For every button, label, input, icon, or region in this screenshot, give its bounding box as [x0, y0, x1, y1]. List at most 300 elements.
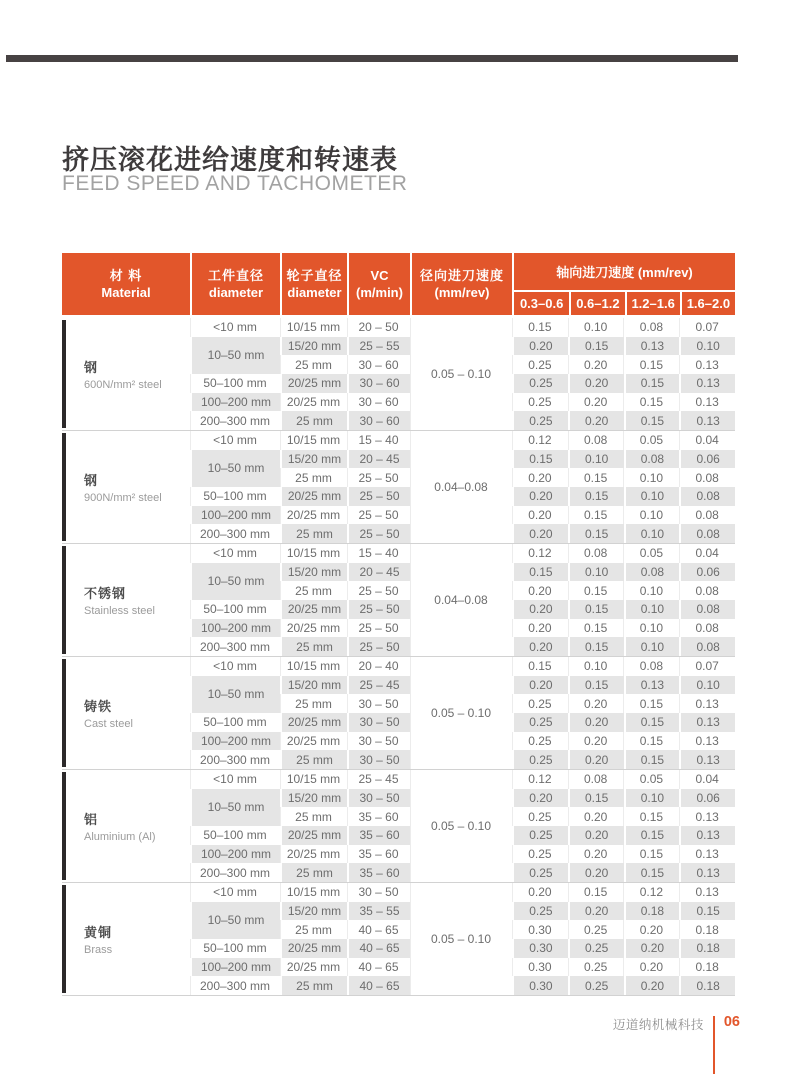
wheel-cell: 20/25 mm [286, 507, 341, 522]
wheel-cell: 25 mm [295, 809, 332, 824]
axial-value-cell: 0.15 [528, 659, 552, 674]
header-material-en: Material [101, 285, 151, 300]
axial-value-cell: 0.04 [695, 772, 719, 787]
wheel-cell: 25 mm [280, 976, 347, 995]
axial-value-cell: 0.25 [528, 394, 552, 409]
axial-value-cell: 0.13 [679, 411, 735, 430]
axial-value-cell: 0.30 [512, 976, 568, 995]
wheel-cell: 20/25 mm [280, 939, 347, 958]
axial-value-cell: 0.25 [512, 713, 568, 732]
vc-cell: 25 – 45 [358, 772, 399, 787]
axial-value-cell: 0.07 [695, 320, 719, 335]
axial-value-cell: 0.25 [512, 374, 568, 393]
axial-value-cell: 0.08 [624, 450, 680, 469]
axial-value-cell: 0.12 [639, 885, 664, 900]
header-wheel-diameter [280, 253, 347, 315]
footer-company: 迈道纳机械科技 [612, 1018, 704, 1032]
axial-value-cell: 0.20 [568, 374, 624, 393]
axial-value-cell: 0.04 [695, 433, 719, 448]
workpiece-cell: 50–100 mm [203, 376, 267, 391]
axial-value-cell: 0.08 [583, 546, 608, 561]
material-name-zh: 铝 [84, 811, 99, 827]
axial-value-cell: 0.08 [624, 563, 680, 582]
workpiece-cell: 100–200 mm [190, 393, 280, 412]
wheel-cell: 25 mm [295, 470, 332, 485]
axial-value-cell: 0.15 [679, 902, 735, 921]
wheel-cell: 15/20 mm [280, 450, 347, 469]
wheel-cell: 20/25 mm [280, 713, 347, 732]
vc-cell: 35 – 60 [347, 826, 410, 845]
header-axial-range-3: 1.2–1.6 [625, 292, 680, 315]
axial-value-cell: 0.15 [624, 826, 680, 845]
vc-cell: 35 – 60 [358, 809, 399, 824]
vc-cell: 40 – 65 [358, 959, 399, 974]
workpiece-cell: <10 mm [213, 433, 257, 448]
material-name-en: Brass [84, 943, 113, 956]
axial-value-cell: 0.20 [528, 620, 552, 635]
wheel-cell: 25 mm [280, 637, 347, 656]
workpiece-cell: 200–300 mm [199, 865, 271, 880]
radial-feed-cell: 0.05 – 0.10 [430, 818, 492, 833]
wheel-cell: 15/20 mm [280, 676, 347, 695]
vc-cell: 25 – 50 [347, 600, 410, 619]
wheel-cell: 20/25 mm [286, 733, 341, 748]
material-name-zh: 不锈钢 [84, 585, 127, 601]
axial-value-cell: 0.15 [639, 357, 664, 372]
axial-value-cell: 0.08 [583, 433, 608, 448]
header-workpiece-en: diameter [208, 285, 264, 300]
axial-value-cell: 0.10 [583, 320, 608, 335]
vc-cell: 35 – 60 [358, 846, 399, 861]
axial-value-cell: 0.10 [639, 620, 664, 635]
wheel-cell: 10/15 mm [286, 320, 341, 335]
workpiece-cell: 10–50 mm [190, 563, 280, 600]
axial-value-cell: 0.13 [695, 696, 719, 711]
wheel-cell: 20/25 mm [280, 826, 347, 845]
axial-value-cell: 0.10 [568, 450, 624, 469]
wheel-cell: 10/15 mm [286, 546, 341, 561]
workpiece-cell: 200–300 mm [199, 752, 271, 767]
axial-value-cell: 0.25 [512, 863, 568, 882]
workpiece-cell: <10 mm [213, 546, 257, 561]
wheel-cell: 20/25 mm [286, 620, 341, 635]
page-title: 挤压滚花进给速度和转速表 [62, 145, 398, 175]
axial-value-cell: 0.08 [695, 620, 719, 635]
axial-value-cell: 0.13 [695, 885, 719, 900]
table-body [62, 318, 735, 996]
header-radial-en: (mm/rev) [434, 285, 490, 300]
vc-cell: 30 – 50 [358, 696, 399, 711]
workpiece-cell: 200–300 mm [199, 639, 271, 654]
vc-cell: 30 – 60 [358, 394, 399, 409]
axial-value-cell: 0.20 [512, 789, 568, 808]
axial-value-cell: 0.08 [679, 487, 735, 506]
axial-value-cell: 0.20 [568, 750, 624, 769]
workpiece-cell: 200–300 mm [199, 413, 271, 428]
axial-value-cell: 0.20 [528, 583, 552, 598]
axial-value-cell: 0.13 [695, 733, 719, 748]
material-group [62, 543, 735, 656]
material-name-en: 600N/mm² steel [84, 378, 162, 391]
axial-value-cell: 0.20 [639, 922, 664, 937]
header-vc-line1: VC [370, 268, 389, 283]
axial-value-cell: 0.15 [512, 450, 568, 469]
axial-value-cell: 0.30 [512, 939, 568, 958]
radial-feed-cell: 0.05 – 0.10 [430, 931, 492, 946]
axial-value-cell: 0.25 [528, 733, 552, 748]
vc-cell: 25 – 50 [347, 637, 410, 656]
workpiece-cell: 10–50 mm [190, 789, 280, 826]
wheel-cell: 20/25 mm [286, 959, 341, 974]
axial-value-cell: 0.25 [583, 959, 608, 974]
vc-cell: 25 – 50 [347, 524, 410, 543]
axial-value-cell: 0.13 [624, 676, 680, 695]
wheel-cell: 10/15 mm [286, 659, 341, 674]
axial-value-cell: 0.15 [568, 637, 624, 656]
material-cell [62, 431, 190, 543]
axial-value-cell: 0.25 [512, 411, 568, 430]
page-footer [613, 1012, 740, 1074]
material-name-zh: 黄铜 [84, 924, 113, 940]
material-name-zh: 钢 [84, 472, 99, 488]
axial-value-cell: 0.12 [528, 772, 552, 787]
axial-value-cell: 0.13 [695, 357, 719, 372]
axial-value-cell: 0.15 [568, 337, 624, 356]
axial-value-cell: 0.25 [568, 939, 624, 958]
axial-value-cell: 0.20 [512, 600, 568, 619]
wheel-cell: 25 mm [295, 583, 332, 598]
axial-value-cell: 0.15 [624, 713, 680, 732]
material-group [62, 769, 735, 882]
axial-value-cell: 0.08 [583, 772, 608, 787]
wheel-cell: 25 mm [280, 524, 347, 543]
axial-value-cell: 0.15 [568, 789, 624, 808]
axial-value-cell: 0.10 [583, 659, 608, 674]
vc-cell: 25 – 50 [347, 487, 410, 506]
vc-cell: 25 – 50 [358, 507, 399, 522]
wheel-cell: 20/25 mm [280, 487, 347, 506]
vc-cell: 25 – 50 [358, 583, 399, 598]
material-name-en: Stainless steel [84, 604, 155, 617]
axial-value-cell: 0.13 [695, 846, 719, 861]
axial-value-cell: 0.20 [583, 809, 608, 824]
material-name-en: 900N/mm² steel [84, 491, 162, 504]
vc-cell: 30 – 50 [347, 713, 410, 732]
axial-value-cell: 0.20 [568, 863, 624, 882]
axial-value-cell: 0.13 [679, 863, 735, 882]
axial-value-cell: 0.25 [528, 846, 552, 861]
axial-value-cell: 0.08 [679, 524, 735, 543]
wheel-cell: 20/25 mm [280, 600, 347, 619]
material-accent-bar [62, 885, 66, 993]
workpiece-cell: 100–200 mm [190, 958, 280, 977]
material-group [62, 430, 735, 543]
axial-value-cell: 0.08 [695, 470, 719, 485]
axial-value-cell: 0.20 [528, 885, 552, 900]
axial-value-cell: 0.30 [528, 959, 552, 974]
axial-value-cell: 0.08 [679, 637, 735, 656]
axial-value-cell: 0.08 [639, 659, 664, 674]
axial-value-cell: 0.08 [679, 600, 735, 619]
axial-value-cell: 0.10 [639, 583, 664, 598]
axial-value-cell: 0.20 [568, 713, 624, 732]
axial-value-cell: 0.15 [624, 374, 680, 393]
table-header [62, 253, 735, 315]
radial-feed-cell: 0.04–0.08 [434, 479, 488, 494]
workpiece-cell: 10–50 mm [190, 676, 280, 713]
vc-cell: 25 – 45 [347, 676, 410, 695]
workpiece-cell: 50–100 mm [203, 828, 267, 843]
material-cell [62, 770, 190, 882]
axial-value-cell: 0.20 [583, 357, 608, 372]
workpiece-cell: 100–200 mm [190, 732, 280, 751]
material-accent-bar [62, 546, 66, 654]
radial-feed-cell: 0.04–0.08 [434, 592, 488, 607]
axial-value-cell: 0.15 [583, 620, 608, 635]
axial-value-cell: 0.15 [568, 524, 624, 543]
axial-value-cell: 0.15 [624, 750, 680, 769]
header-material [62, 253, 190, 315]
wheel-cell: 25 mm [295, 696, 332, 711]
workpiece-cell: 100–200 mm [190, 619, 280, 638]
header-wheel-zh: 轮子直径 [286, 268, 343, 283]
axial-value-cell: 0.25 [568, 976, 624, 995]
wheel-cell: 10/15 mm [286, 885, 341, 900]
wheel-cell: 20/25 mm [280, 374, 347, 393]
vc-cell: 35 – 60 [347, 863, 410, 882]
top-rule [6, 55, 738, 62]
workpiece-cell: 50–100 mm [203, 941, 267, 956]
wheel-cell: 25 mm [280, 750, 347, 769]
axial-value-cell: 0.15 [528, 320, 552, 335]
workpiece-cell: 50–100 mm [203, 715, 267, 730]
vc-cell: 20 – 45 [347, 563, 410, 582]
material-cell [62, 883, 190, 995]
page-number: 06 [723, 1014, 740, 1030]
vc-cell: 40 – 65 [347, 976, 410, 995]
workpiece-cell: 50–100 mm [203, 602, 267, 617]
axial-value-cell: 0.08 [695, 507, 719, 522]
axial-value-cell: 0.07 [695, 659, 719, 674]
axial-value-cell: 0.06 [679, 450, 735, 469]
axial-value-cell: 0.15 [639, 696, 664, 711]
header-workpiece-zh: 工件直径 [207, 268, 264, 283]
axial-value-cell: 0.10 [639, 507, 664, 522]
axial-value-cell: 0.15 [583, 583, 608, 598]
workpiece-cell: <10 mm [213, 772, 257, 787]
axial-value-cell: 0.20 [528, 470, 552, 485]
vc-cell: 30 – 60 [347, 411, 410, 430]
vc-cell: 30 – 50 [358, 885, 399, 900]
workpiece-cell: 10–50 mm [190, 337, 280, 374]
axial-value-cell: 0.13 [695, 394, 719, 409]
header-vc [347, 253, 410, 315]
material-accent-bar [62, 320, 66, 428]
material-group [62, 656, 735, 769]
feed-speed-table [62, 253, 735, 996]
material-cell [62, 657, 190, 769]
material-group [62, 318, 735, 430]
header-workpiece-diameter [190, 253, 280, 315]
axial-value-cell: 0.18 [695, 922, 719, 937]
material-name-zh: 铸铁 [84, 698, 113, 714]
vc-cell: 40 – 65 [347, 939, 410, 958]
axial-value-cell: 0.20 [512, 487, 568, 506]
vc-cell: 15 – 40 [358, 546, 399, 561]
material-cell [62, 544, 190, 656]
axial-value-cell: 0.20 [512, 676, 568, 695]
radial-feed-cell: 0.05 – 0.10 [430, 366, 492, 381]
workpiece-cell: <10 mm [213, 659, 257, 674]
axial-value-cell: 0.13 [679, 374, 735, 393]
material-name-en: Aluminium (Al) [84, 830, 156, 843]
workpiece-cell: 50–100 mm [203, 489, 267, 504]
axial-value-cell: 0.20 [583, 733, 608, 748]
vc-cell: 30 – 60 [358, 357, 399, 372]
axial-value-cell: 0.25 [512, 750, 568, 769]
axial-value-cell: 0.13 [695, 809, 719, 824]
axial-value-cell: 0.25 [528, 696, 552, 711]
header-axial-ranges [514, 292, 735, 315]
axial-value-cell: 0.06 [679, 789, 735, 808]
axial-value-cell: 0.12 [528, 546, 552, 561]
axial-value-cell: 0.20 [583, 846, 608, 861]
axial-value-cell: 0.15 [583, 507, 608, 522]
axial-value-cell: 0.15 [568, 600, 624, 619]
workpiece-cell: 200–300 mm [199, 978, 271, 993]
axial-value-cell: 0.15 [583, 470, 608, 485]
vc-cell: 30 – 50 [347, 750, 410, 769]
axial-value-cell: 0.20 [512, 524, 568, 543]
workpiece-cell: 100–200 mm [190, 506, 280, 525]
footer-divider [713, 1016, 715, 1074]
wheel-cell: 10/15 mm [286, 433, 341, 448]
vc-cell: 25 – 55 [347, 337, 410, 356]
material-cell [62, 318, 190, 430]
axial-value-cell: 0.15 [583, 885, 608, 900]
axial-value-cell: 0.15 [512, 563, 568, 582]
axial-value-cell: 0.10 [624, 524, 680, 543]
axial-value-cell: 0.10 [568, 563, 624, 582]
axial-value-cell: 0.10 [624, 600, 680, 619]
header-axial-range-4: 1.6–2.0 [680, 292, 735, 315]
axial-value-cell: 0.20 [512, 337, 568, 356]
material-accent-bar [62, 659, 66, 767]
axial-value-cell: 0.20 [568, 411, 624, 430]
axial-value-cell: 0.18 [624, 902, 680, 921]
axial-value-cell: 0.20 [639, 959, 664, 974]
wheel-cell: 10/15 mm [286, 772, 341, 787]
wheel-cell: 20/25 mm [286, 846, 341, 861]
axial-value-cell: 0.15 [624, 863, 680, 882]
material-group [62, 882, 735, 996]
vc-cell: 20 – 40 [358, 659, 399, 674]
header-radial-zh: 径向进刀速度 [419, 268, 504, 283]
material-name-zh: 钢 [84, 359, 99, 375]
material-name-en: Cast steel [84, 717, 133, 730]
material-accent-bar [62, 772, 66, 880]
radial-feed-cell: 0.05 – 0.10 [430, 705, 492, 720]
axial-value-cell: 0.15 [568, 487, 624, 506]
axial-value-cell: 0.10 [679, 337, 735, 356]
axial-value-cell: 0.20 [583, 696, 608, 711]
axial-value-cell: 0.15 [639, 809, 664, 824]
axial-value-cell: 0.04 [695, 546, 719, 561]
axial-value-cell: 0.10 [679, 676, 735, 695]
workpiece-cell: 200–300 mm [199, 526, 271, 541]
wheel-cell: 15/20 mm [280, 337, 347, 356]
axial-value-cell: 0.10 [639, 470, 664, 485]
wheel-cell: 15/20 mm [280, 902, 347, 921]
vc-cell: 30 – 50 [347, 789, 410, 808]
workpiece-cell: 10–50 mm [190, 902, 280, 939]
axial-value-cell: 0.15 [624, 411, 680, 430]
wheel-cell: 15/20 mm [280, 563, 347, 582]
axial-value-cell: 0.13 [679, 750, 735, 769]
axial-value-cell: 0.20 [583, 394, 608, 409]
header-axial-range-2: 0.6–1.2 [569, 292, 624, 315]
axial-value-cell: 0.05 [639, 772, 664, 787]
axial-value-cell: 0.20 [624, 939, 680, 958]
axial-value-cell: 0.15 [639, 846, 664, 861]
axial-value-cell: 0.20 [624, 976, 680, 995]
axial-value-cell: 0.13 [679, 826, 735, 845]
axial-value-cell: 0.25 [583, 922, 608, 937]
axial-value-cell: 0.06 [679, 563, 735, 582]
axial-value-cell: 0.15 [639, 733, 664, 748]
workpiece-cell: 100–200 mm [190, 845, 280, 864]
header-axial-range-1: 0.3–0.6 [514, 292, 569, 315]
header-vc-line2: (m/min) [356, 285, 403, 300]
axial-value-cell: 0.13 [679, 713, 735, 732]
axial-value-cell: 0.20 [568, 902, 624, 921]
axial-value-cell: 0.20 [528, 507, 552, 522]
header-axial-feed [512, 253, 735, 315]
vc-cell: 40 – 65 [358, 922, 399, 937]
vc-cell: 15 – 40 [358, 433, 399, 448]
wheel-cell: 25 mm [280, 863, 347, 882]
vc-cell: 30 – 50 [358, 733, 399, 748]
vc-cell: 20 – 50 [358, 320, 399, 335]
axial-value-cell: 0.15 [639, 394, 664, 409]
vc-cell: 25 – 50 [358, 620, 399, 635]
axial-value-cell: 0.12 [528, 433, 552, 448]
axial-value-cell: 0.18 [679, 939, 735, 958]
header-material-zh: 材 料 [109, 268, 143, 283]
page-subtitle: FEED SPEED AND TACHOMETER [62, 172, 408, 195]
axial-value-cell: 0.25 [528, 357, 552, 372]
axial-value-cell: 0.13 [624, 337, 680, 356]
vc-cell: 20 – 45 [347, 450, 410, 469]
header-axial-title: 轴向进刀速度 (mm/rev) [514, 253, 735, 290]
axial-value-cell: 0.08 [695, 583, 719, 598]
axial-value-cell: 0.18 [679, 976, 735, 995]
vc-cell: 25 – 50 [358, 470, 399, 485]
axial-value-cell: 0.25 [528, 809, 552, 824]
axial-value-cell: 0.10 [624, 487, 680, 506]
axial-value-cell: 0.18 [695, 959, 719, 974]
workpiece-cell: <10 mm [213, 885, 257, 900]
axial-value-cell: 0.10 [624, 789, 680, 808]
axial-value-cell: 0.25 [512, 826, 568, 845]
axial-value-cell: 0.20 [512, 637, 568, 656]
wheel-cell: 20/25 mm [286, 394, 341, 409]
wheel-cell: 25 mm [280, 411, 347, 430]
workpiece-cell: <10 mm [213, 320, 257, 335]
axial-value-cell: 0.15 [568, 676, 624, 695]
wheel-cell: 25 mm [295, 922, 332, 937]
workpiece-cell: 10–50 mm [190, 450, 280, 487]
